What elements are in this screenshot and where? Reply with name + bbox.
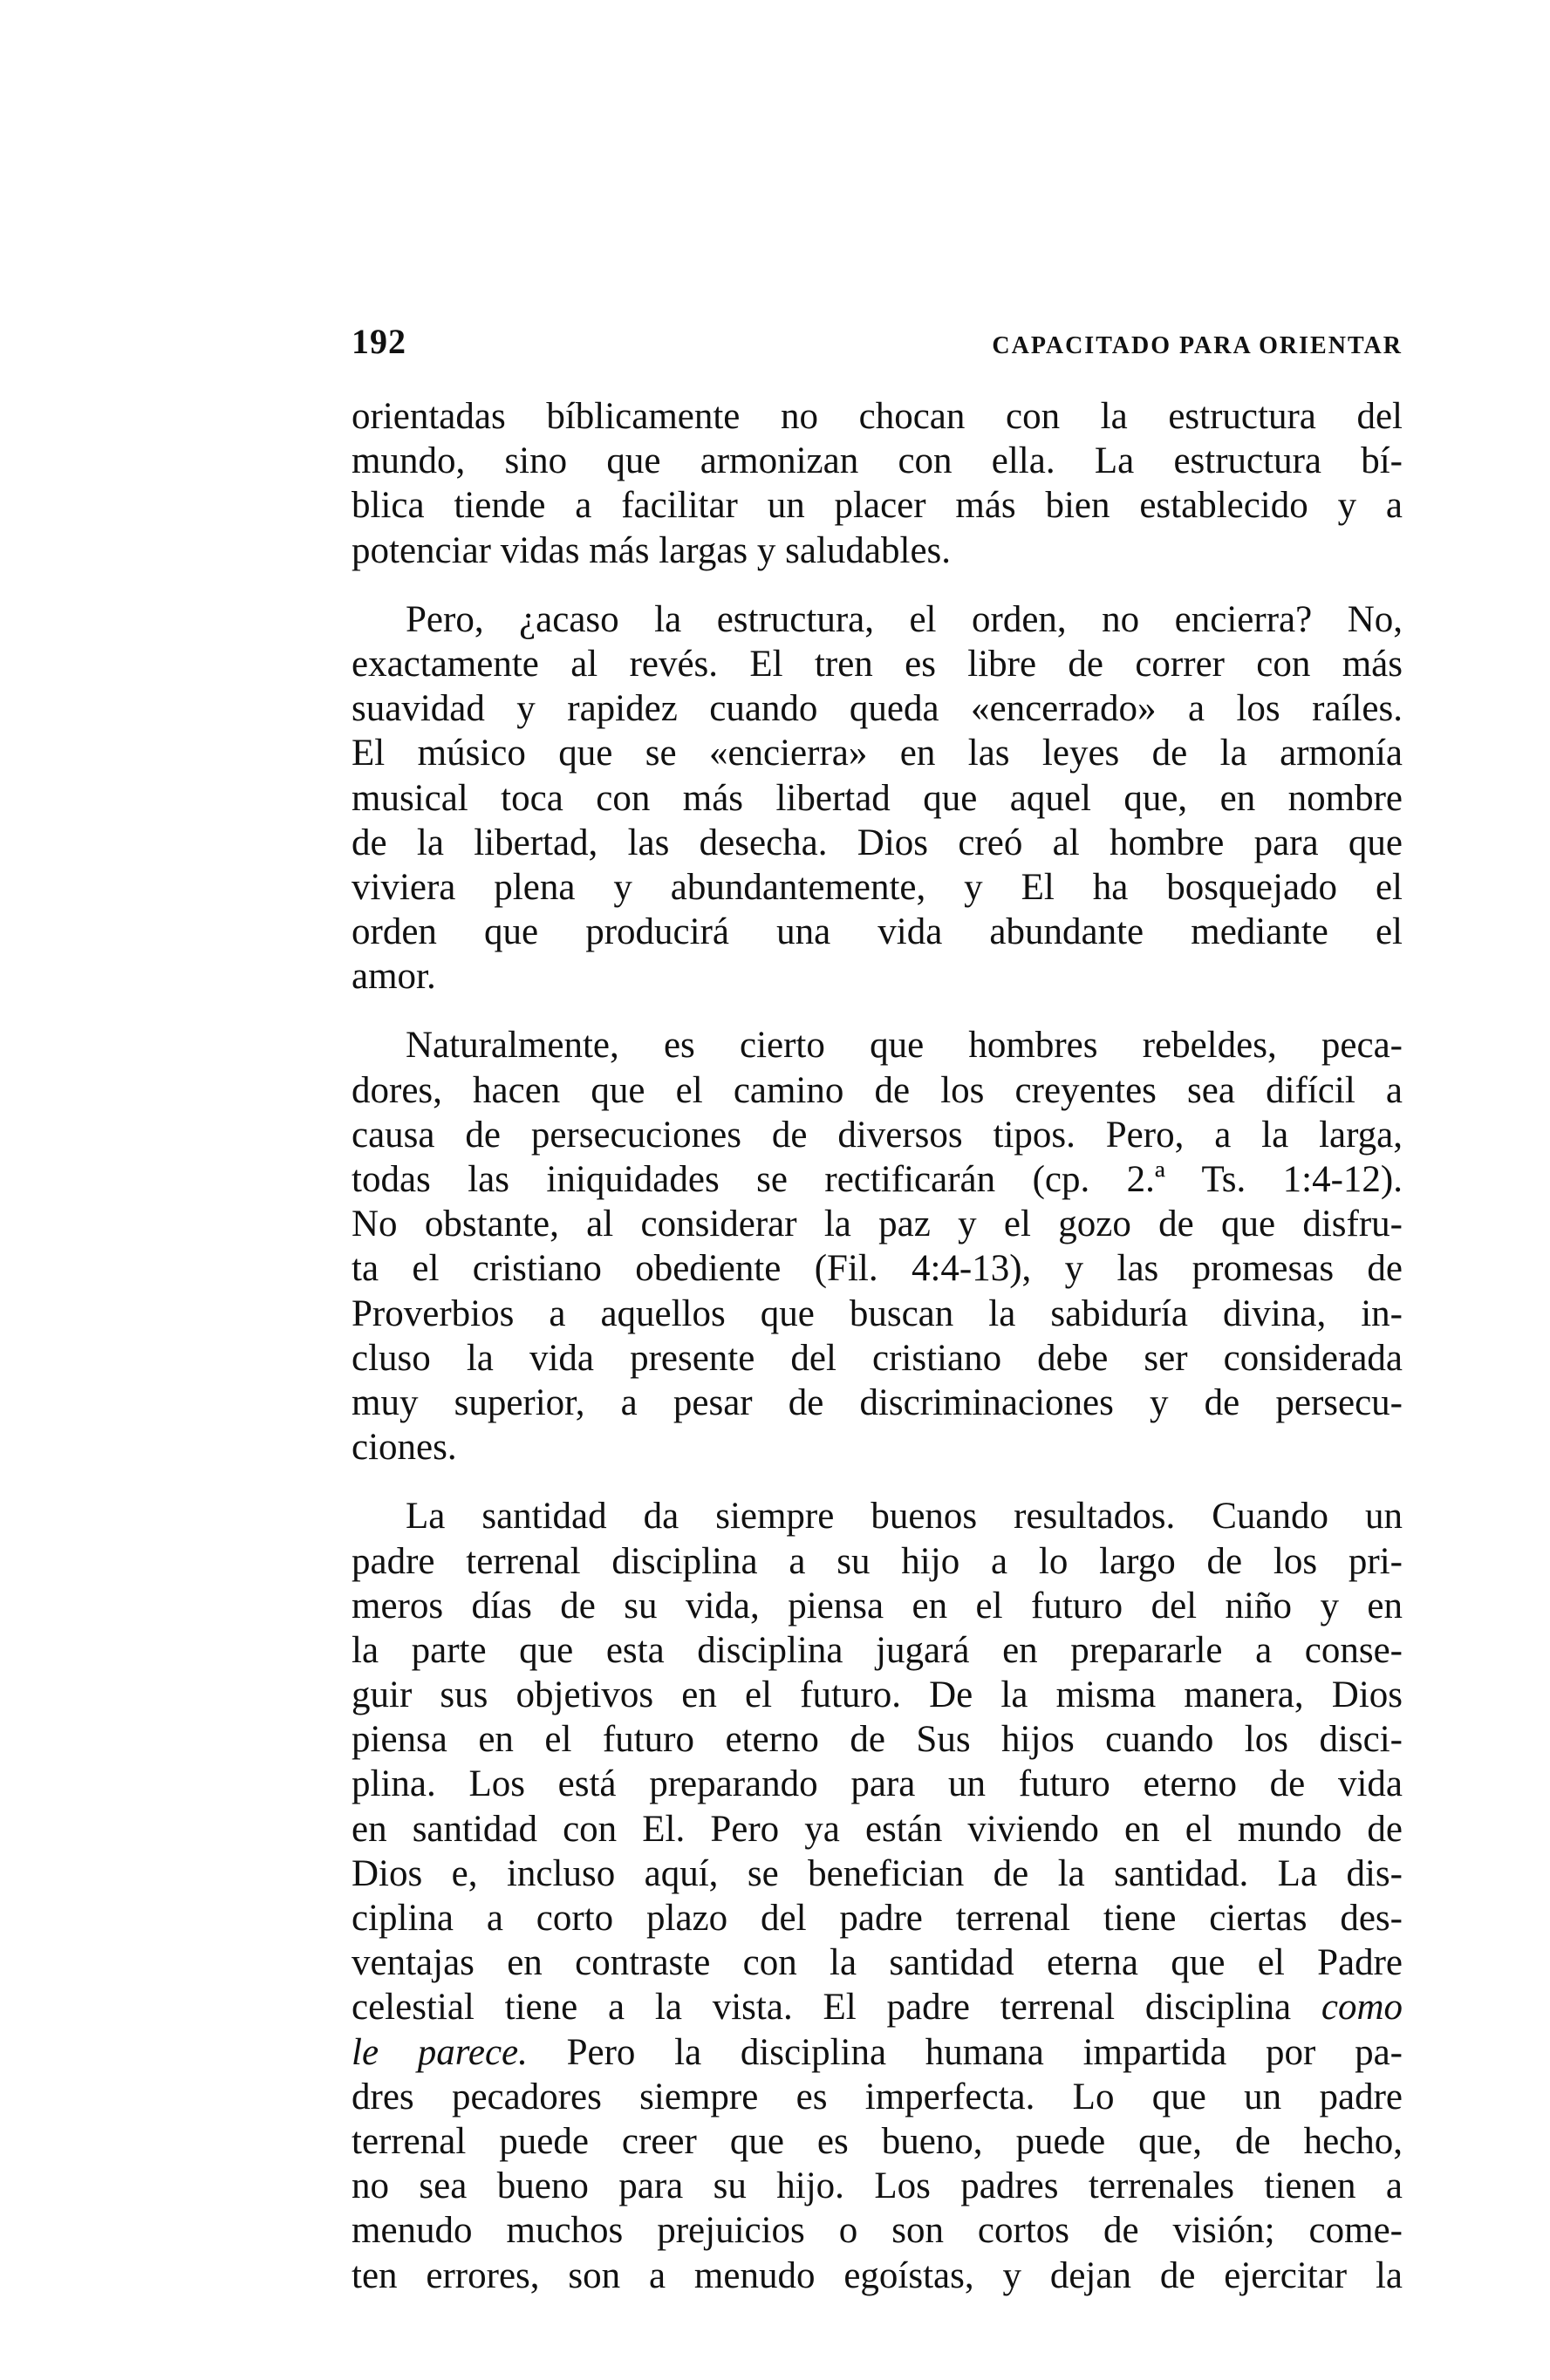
text-line: ten errores, son a menudo egoístas, y dejan de ejercitar la xyxy=(352,2254,1403,2296)
line-text: Pero la disciplina humana impartida por pa- xyxy=(527,2031,1403,2073)
text-line: menudo muchos prejuicios o son cortos de visión; come- xyxy=(352,2210,1403,2252)
paragraph-2 xyxy=(352,597,1403,999)
text-line: ciplina a corto plazo del padre terrenal tiene ciertas des- xyxy=(352,1898,1403,1939)
paragraph-3 xyxy=(352,1023,1403,1470)
running-title: CAPACITADO PARA ORIENTAR xyxy=(992,332,1403,359)
text-line: ventajas en contraste con la santidad eterna que el Padre xyxy=(352,1942,1403,1984)
italic-text: le parece. xyxy=(352,2031,528,2073)
text-line: viviera plena y abundantemente, y El ha bosquejado el xyxy=(352,866,1403,908)
text-line: La santidad da siempre buenos resultados. Cuando un xyxy=(406,1496,1403,1538)
text-line: dores, hacen que el camino de los creyentes sea difícil a xyxy=(352,1069,1403,1111)
text-line: muy superior, a pesar de discriminaciones y de persecu- xyxy=(352,1381,1403,1423)
text-line: guir sus objetivos en el futuro. De la misma manera, Dios xyxy=(352,1674,1403,1716)
text-line: blica tiende a facilitar un placer más bien establecido y a xyxy=(352,485,1403,527)
text-line: meros días de su vida, piensa en el futuro del niño y en xyxy=(352,1585,1403,1626)
text-line: todas las iniquidades se rectificarán (cp. 2.ª Ts. 1:4-12). xyxy=(352,1159,1403,1200)
text-line: ciones. xyxy=(352,1427,457,1469)
text-line: El músico que se «encierra» en las leyes de la armonía xyxy=(352,733,1403,774)
text-line: Proverbios a aquellos que buscan la sabiduría divina, in- xyxy=(352,1292,1403,1334)
text-line: padre terrenal disciplina a su hijo a lo largo de los pri- xyxy=(352,1540,1403,1582)
text-line: cluso la vida presente del cristiano debe ser considerada xyxy=(352,1337,1403,1379)
italic-text: como xyxy=(1321,1987,1403,2029)
running-header xyxy=(352,321,1403,373)
text-line: Naturalmente, es cierto que hombres rebeldes, peca- xyxy=(406,1025,1403,1067)
text-line: terrenal puede creer que es bueno, puede que, de hecho, xyxy=(352,2120,1403,2162)
text-line: No obstante, al considerar la paz y el gozo de que disfru- xyxy=(352,1204,1403,1245)
text-line: causa de persecuciones de diversos tipos. Pero, a la larga, xyxy=(352,1114,1403,1156)
text-line: musical toca con más libertad que aquel que, en nombre xyxy=(352,777,1403,819)
line-text: celestial tiene a la vista. El padre terrenal disciplina xyxy=(352,1987,1292,2029)
text-line: en santidad con El. Pero ya están viviendo en el mundo de xyxy=(352,1808,1403,1850)
text-line: exactamente al revés. El tren es libre de correr con más xyxy=(352,643,1403,685)
text-line: amor. xyxy=(352,956,436,998)
text-line: piensa en el futuro eterno de Sus hijos cuando los disci- xyxy=(352,1719,1403,1761)
text-line: de la libertad, las desecha. Dios creó al hombre para que xyxy=(352,822,1403,863)
text-line: plina. Los está preparando para un futuro eterno de vida xyxy=(352,1763,1403,1805)
paragraph-1 xyxy=(352,394,1403,573)
text-line: mundo, sino que armonizan con ella. La estructura bí- xyxy=(352,440,1403,482)
text-line: dres pecadores siempre es imperfecta. Lo que un padre xyxy=(352,2076,1403,2117)
text-line: suavidad y rapidez cuando queda «encerrado» a los raíles. xyxy=(352,688,1403,730)
body-text xyxy=(352,394,1403,2322)
paragraph-4 xyxy=(352,1494,1403,2297)
text-line: ta el cristiano obediente (Fil. 4:4-13), y las promesas de xyxy=(352,1248,1403,1290)
text-line: Pero, ¿acaso la estructura, el orden, no encierra? No, xyxy=(406,598,1403,640)
page-number: 192 xyxy=(352,322,406,361)
text-line: Dios e, incluso aquí, se benefician de la santidad. La dis- xyxy=(352,1852,1403,1894)
text-line: no sea bueno para su hijo. Los padres terrenales tienen a xyxy=(352,2165,1403,2207)
text-line: potenciar vidas más largas y saludables. xyxy=(352,529,952,571)
text-line: orden que producirá una vida abundante mediante el xyxy=(352,911,1403,953)
text-line: la parte que esta disciplina jugará en prepararle a conse- xyxy=(352,1629,1403,1671)
text-line-with-italic xyxy=(352,1985,1403,2029)
text-line-with-italic xyxy=(352,2030,1403,2075)
text-line: orientadas bíblicamente no chocan con la estructura del xyxy=(352,396,1403,437)
